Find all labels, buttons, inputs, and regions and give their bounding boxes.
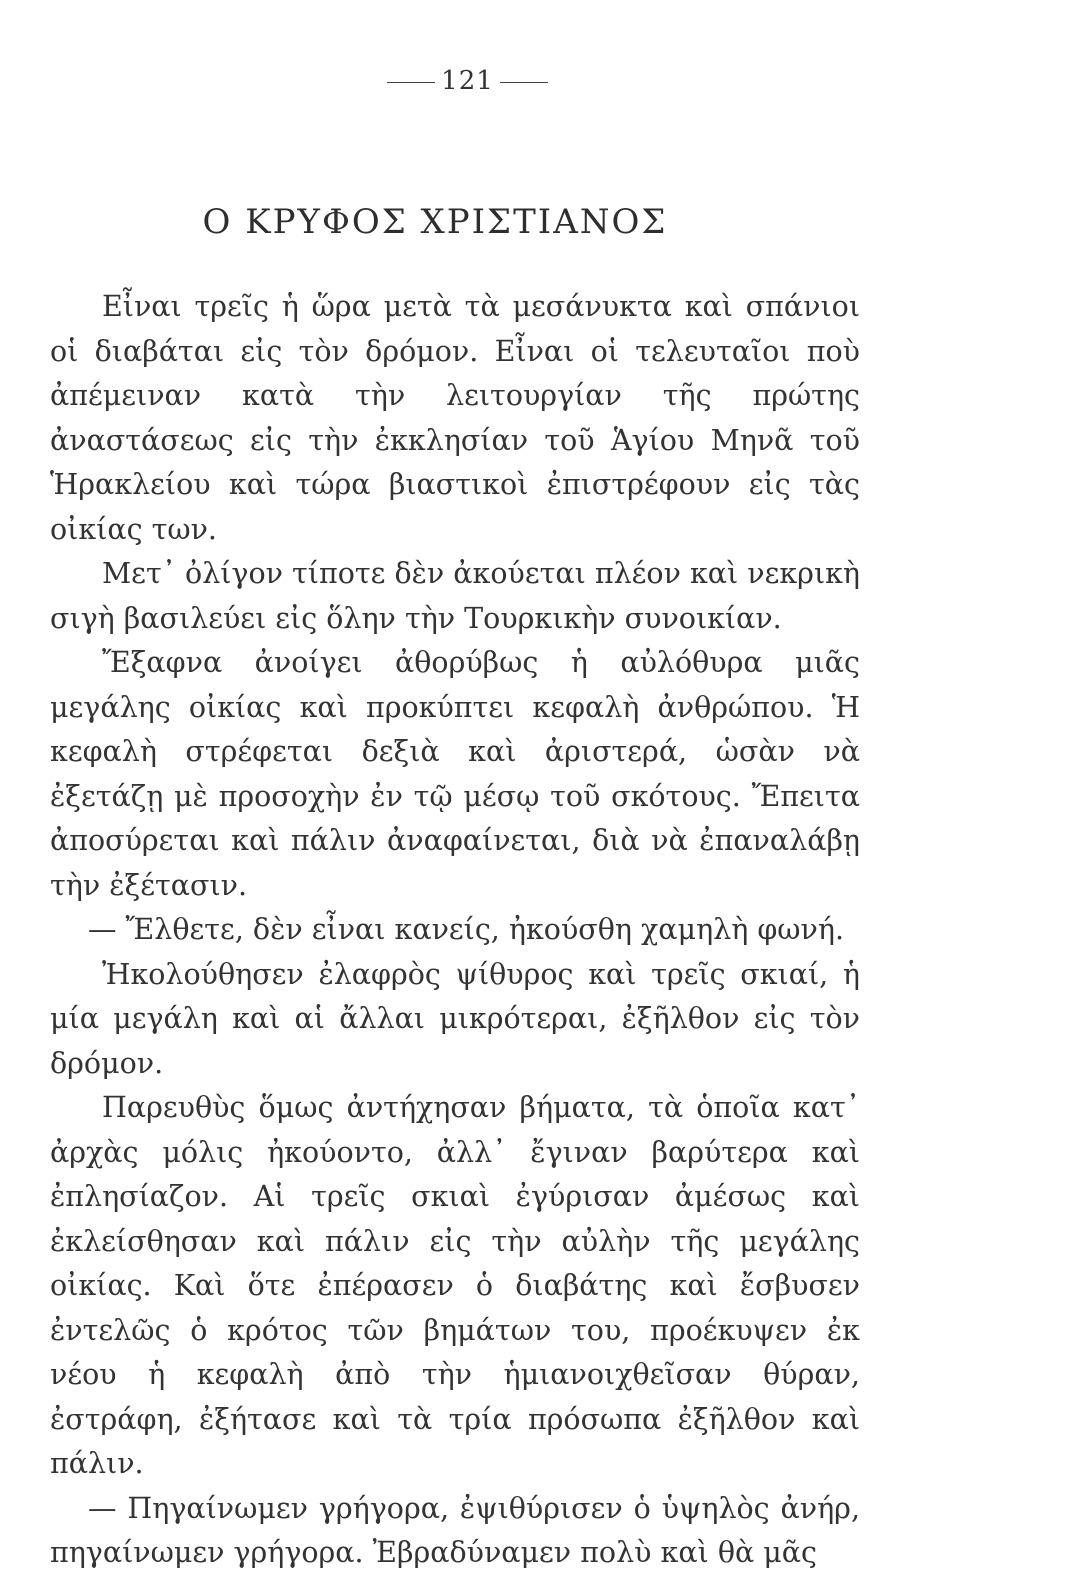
paragraph-4-dialogue: — Ἔλθετε, δὲν εἶναι κανείς, ἠκούσθη χαμηλὴ φωνή. [88,913,845,946]
text-body [50,285,860,1576]
paragraph-2: Μετ᾽ ὀλίγον τίποτε δὲν ἀκούεται πλέον καὶ νεκρικὴ σιγὴ βασιλεύει εἰς ὅλην τὴν Τουρκικὴν συνοικίαν. [50,557,860,635]
chapter-title: Ο ΚΡΥΦΟΣ ΧΡΙΣΤΙΑΝΟΣ [202,202,668,242]
page-number-value: 121 [441,66,494,96]
page-number-right-dash [500,82,548,83]
page-number-left-dash [387,82,435,83]
paragraph-1: Εἶναι τρεῖς ἡ ὥρα μετὰ τὰ μεσάνυκτα καὶ σπάνιοι οἱ διαβάται εἰς τὸν δρόμον. Εἶναι οἱ τελευταῖοι ποὺ ἀπέμειναν κατὰ τὴν λειτουργίαν τῆς πρώτης ἀναστάσεως εἰς τὴν ἐκκλησίαν τοῦ Ἁγίου Μηνᾶ τοῦ Ἡρακλείου καὶ τώρα βιαστικοὶ ἐπιστρέφουν εἰς τὰς οἰκίας των. [50,290,860,546]
paragraph-6: Παρευθὺς ὅμως ἀντήχησαν βήματα, τὰ ὁποῖα κατ᾽ ἀρχὰς μόλις ἠκούοντο, ἀλλ᾽ ἔγιναν βαρύτερα καὶ ἐπλησίαζον. Αἱ τρεῖς σκιαὶ ἐγύρισαν ἀμέσως καὶ ἐκλείσθησαν καὶ πάλιν εἰς τὴν αὐλὴν τῆς μεγάλης οἰκίας. Καὶ ὅτε ἐπέρασεν ὁ διαβάτης καὶ ἔσβυσεν ἐντελῶς ὁ κρότος τῶν βημάτων του, προέκυψεν ἐκ νέου ἡ κεφαλὴ ἀπὸ τὴν ἡμιανοιχθεῖσαν θύραν, ἐστράφη, ἐξήτασε καὶ τὰ τρία πρόσωπα ἐξῆλθον καὶ πάλιν. [50,1091,860,1480]
paragraph-7-dialogue: — Πηγαίνωμεν γρήγορα, ἐψιθύρισεν ὁ ὑψηλὸς ἀνήρ, πηγαίνωμεν γρήγορα. Ἐβραδύναμεν πολὺ καὶ θὰ μᾶς [50,1491,860,1569]
page-number [0,66,935,96]
paragraph-5: Ἠκολούθησεν ἐλαφρὸς ψίθυρος καὶ τρεῖς σκιαί, ἡ μία μεγάλη καὶ αἱ ἄλλαι μικρότεραι, ἐξῆλθον εἰς τὸν δρόμον. [50,957,860,1080]
paragraph-3: Ἔξαφνα ἀνοίγει ἀθορύβως ἡ αὐλόθυρα μιᾶς μεγάλης οἰκίας καὶ προκύπτει κεφαλὴ ἀνθρώπου. Ἡ κεφαλὴ στρέφεται δεξιὰ καὶ ἀριστερά, ὡσὰν νὰ ἐξετάζῃ μὲ προσοχὴν ἐν τῷ μέσῳ τοῦ σκότους. Ἔπειτα ἀποσύρεται καὶ πάλιν ἀναφαίνεται, διὰ νὰ ἐπαναλάβῃ τὴν ἐξέτασιν. [50,646,860,902]
